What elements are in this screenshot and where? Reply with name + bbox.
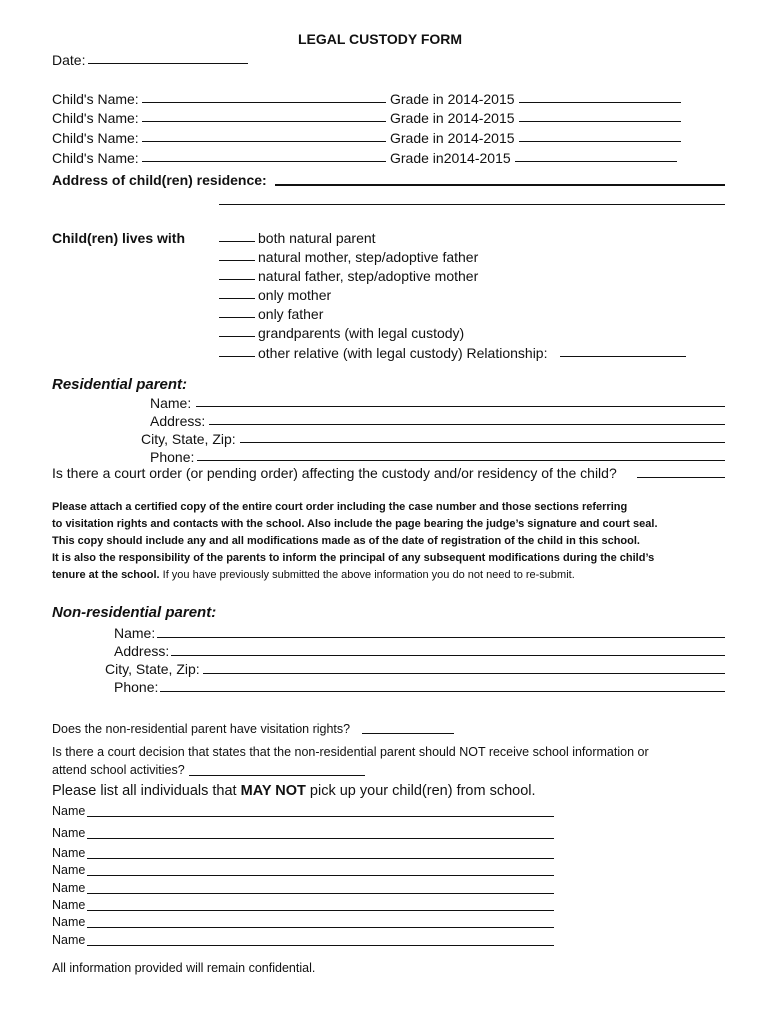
residential-name-field[interactable] [196, 406, 725, 407]
non-residential-address-label: Address: [114, 643, 170, 659]
notice-line [52, 567, 575, 584]
address-label: Address of child(ren) residence: [52, 172, 267, 188]
residential-phone-label: Phone: [150, 449, 195, 465]
pickup-intro-emphasis: MAY NOT [240, 783, 306, 799]
grade-field[interactable] [515, 161, 677, 162]
grade-label: Grade in 2014-2015 [390, 110, 515, 126]
grade-label: Grade in2014-2015 [390, 150, 511, 166]
residential-city-label: City, State, Zip: [141, 431, 236, 447]
address-field-line-2[interactable] [219, 204, 725, 205]
child-name-field[interactable] [142, 121, 386, 122]
lives-with-option: only mother [258, 287, 332, 303]
child-name-field[interactable] [142, 102, 386, 103]
child-name-field[interactable] [142, 141, 386, 142]
pickup-name-field[interactable] [87, 875, 554, 876]
residential-address-label: Address: [150, 413, 206, 429]
lives-with-option: natural mother, step/adoptive father [258, 249, 479, 265]
pickup-intro-pre: Please list all individuals that [52, 783, 241, 799]
visitation-field[interactable] [362, 733, 454, 734]
lives-with-option: both natural parent [258, 230, 376, 246]
residential-phone-field[interactable] [197, 460, 725, 461]
residential-city-field[interactable] [240, 442, 725, 443]
child-name-label: Child's Name: [52, 91, 139, 107]
non-residential-address-field[interactable] [171, 655, 725, 656]
court-order-question: Is there a court order (or pending order) affecting the custody and/or residency of the child? [52, 465, 617, 481]
non-residential-city-field[interactable] [203, 673, 725, 674]
pickup-name-field[interactable] [87, 927, 554, 928]
lives-with-checkline[interactable] [219, 356, 255, 357]
court-decision-question-2: attend school activities? [52, 763, 185, 777]
pickup-intro [52, 782, 536, 800]
pickup-name-field[interactable] [87, 910, 554, 911]
lives-with-checkline[interactable] [219, 241, 255, 242]
date-field[interactable] [88, 63, 248, 64]
relationship-field[interactable] [560, 356, 686, 357]
notice-line: to visitation rights and contacts with the school. Also include the page bearing the judge’s signature and court seal. [52, 518, 658, 530]
non-residential-heading: Non-residential parent: [52, 604, 217, 621]
date-label: Date: [52, 52, 86, 68]
footer-note: All information provided will remain confidential. [52, 961, 316, 975]
lives-with-label: Child(ren) lives with [52, 230, 186, 246]
pickup-intro-post: pick up your child(ren) from school. [305, 783, 536, 799]
pickup-name-label: Name [52, 804, 86, 818]
child-name-label: Child's Name: [52, 150, 139, 166]
lives-with-checkline[interactable] [219, 279, 255, 280]
pickup-name-label: Name [52, 881, 86, 895]
grade-field[interactable] [519, 141, 681, 142]
court-order-field[interactable] [637, 477, 725, 478]
residential-heading: Residential parent: [52, 376, 188, 393]
court-decision-field[interactable] [189, 775, 365, 776]
grade-field[interactable] [519, 102, 681, 103]
non-residential-phone-label: Phone: [114, 679, 159, 695]
pickup-name-label: Name [52, 826, 86, 840]
lives-with-checkline[interactable] [219, 298, 255, 299]
lives-with-checkline[interactable] [219, 336, 255, 337]
non-residential-name-label: Name: [114, 625, 156, 641]
child-name-label: Child's Name: [52, 130, 139, 146]
pickup-name-field[interactable] [87, 816, 554, 817]
pickup-name-label: Name [52, 898, 86, 912]
notice-line: This copy should include any and all modifications made as of the date of registration of the child in this school. [52, 535, 640, 547]
notice-bold-text: tenure at the school. [52, 569, 160, 581]
lives-with-option: natural father, step/adoptive mother [258, 268, 479, 284]
lives-with-option: grandparents (with legal custody) [258, 325, 465, 341]
child-name-label: Child's Name: [52, 110, 139, 126]
lives-with-option: other relative (with legal custody) Relationship: [258, 345, 548, 361]
address-field[interactable] [275, 184, 725, 186]
pickup-name-label: Name [52, 863, 86, 877]
form-title: LEGAL CUSTODY FORM [297, 31, 463, 47]
pickup-name-field[interactable] [87, 838, 554, 839]
residential-name-label: Name: [150, 395, 192, 411]
pickup-name-field[interactable] [87, 945, 554, 946]
grade-label: Grade in 2014-2015 [390, 91, 515, 107]
non-residential-phone-field[interactable] [160, 691, 725, 692]
child-name-field[interactable] [142, 161, 386, 162]
grade-label: Grade in 2014-2015 [390, 130, 515, 146]
pickup-name-field[interactable] [87, 893, 554, 894]
lives-with-checkline[interactable] [219, 317, 255, 318]
pickup-name-label: Name [52, 933, 86, 947]
notice-line: Please attach a certified copy of the entire court order including the case number and those sections referring [52, 501, 628, 513]
lives-with-checkline[interactable] [219, 260, 255, 261]
pickup-name-label: Name [52, 915, 86, 929]
court-decision-question: Is there a court decision that states that the non-residential parent should NOT receive school information or [52, 745, 649, 759]
pickup-name-label: Name [52, 846, 86, 860]
lives-with-option: only father [258, 306, 324, 322]
grade-field[interactable] [519, 121, 681, 122]
pickup-name-field[interactable] [87, 858, 554, 859]
non-residential-city-label: City, State, Zip: [105, 661, 200, 677]
visitation-question: Does the non-residential parent have visitation rights? [52, 722, 351, 736]
non-residential-name-field[interactable] [157, 637, 725, 638]
residential-address-field[interactable] [209, 424, 725, 425]
notice-line: It is also the responsibility of the parents to inform the principal of any subsequent modifications during the child’s [52, 552, 655, 564]
notice-normal-text: If you have previously submitted the above information you do not need to re-submit. [162, 569, 575, 581]
